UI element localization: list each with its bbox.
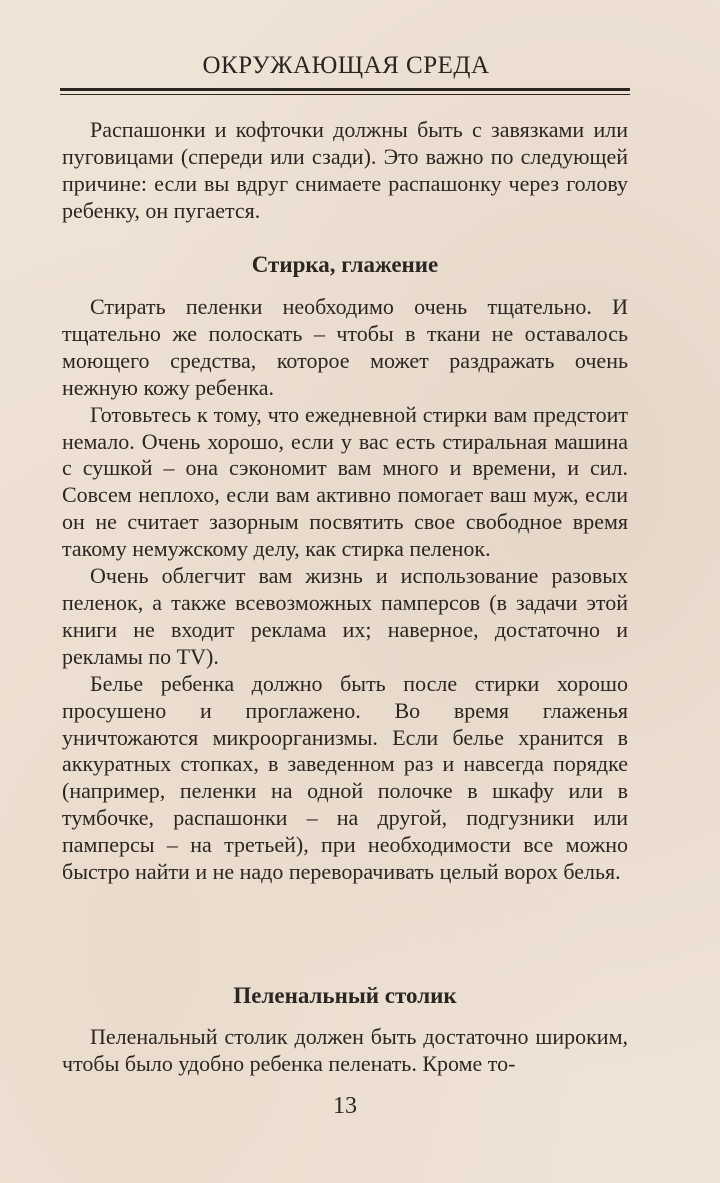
- paragraph: Белье ребенка должно быть после стирки хорошо просушено и проглажено. Во время глаженья уничтожаются микроорганизмы. Если белье хранится в аккуратных стопках, в заведенном раз и навсегда порядке (например, пеленки на одной полочке в шкафу или в тумбочке, распашонки – на другой, подгузники или памперсы – на третьей), при необходимости все можно быстро найти и не надо переворачивать целый ворох белья.: [62, 670, 628, 885]
- section-heading-changing-table: Пеленальный столик: [233, 983, 457, 1008]
- section-body-changing-table: [62, 1024, 628, 1078]
- paragraph: Очень облегчит вам жизнь и использование разовых пеленок, а также всевозможных памперсов (в задачи этой книги не входит реклама их; наверное, достаточно и рекламы по TV).: [62, 563, 628, 669]
- section-heading-washing: Стирка, глажение: [251, 252, 439, 277]
- paragraph: Пеленальный столик должен быть достаточно широким, чтобы было удобно ребенка пеленать. Кроме то-: [62, 1024, 628, 1076]
- page-number: 13: [333, 1093, 357, 1119]
- paragraph: Стирать пеленки необходимо очень тщательно. И тщательно же полоскать – чтобы в ткани не оставалось моющего средства, которое может раздражать очень нежную кожу ребенка.: [62, 294, 628, 400]
- header-rule-thin: [60, 94, 630, 95]
- paragraph: Готовьтесь к тому, что ежедневной стирки вам предстоит немало. Очень хорошо, если у вас есть стиральная машина с сушкой – она сэкономит вам много и времени, и сил. Совсем неплохо, если вам активно помогает ваш муж, если он не считает зазорным посвятить свое свободное время такому немужскому делу, как стирка пеленок.: [62, 401, 628, 562]
- intro-block: [62, 117, 628, 225]
- intro-paragraph: Распашонки и кофточки должны быть с завязками или пуговицами (спереди или сзади). Это важно по следующей причине: если вы вдруг снимаете распашонку через голову ребенку, он пугается.: [62, 117, 628, 223]
- section-body-washing: [62, 294, 628, 886]
- header-rule-thick: [60, 88, 630, 91]
- running-head: ОКРУЖАЮЩАЯ СРЕДА: [202, 52, 490, 79]
